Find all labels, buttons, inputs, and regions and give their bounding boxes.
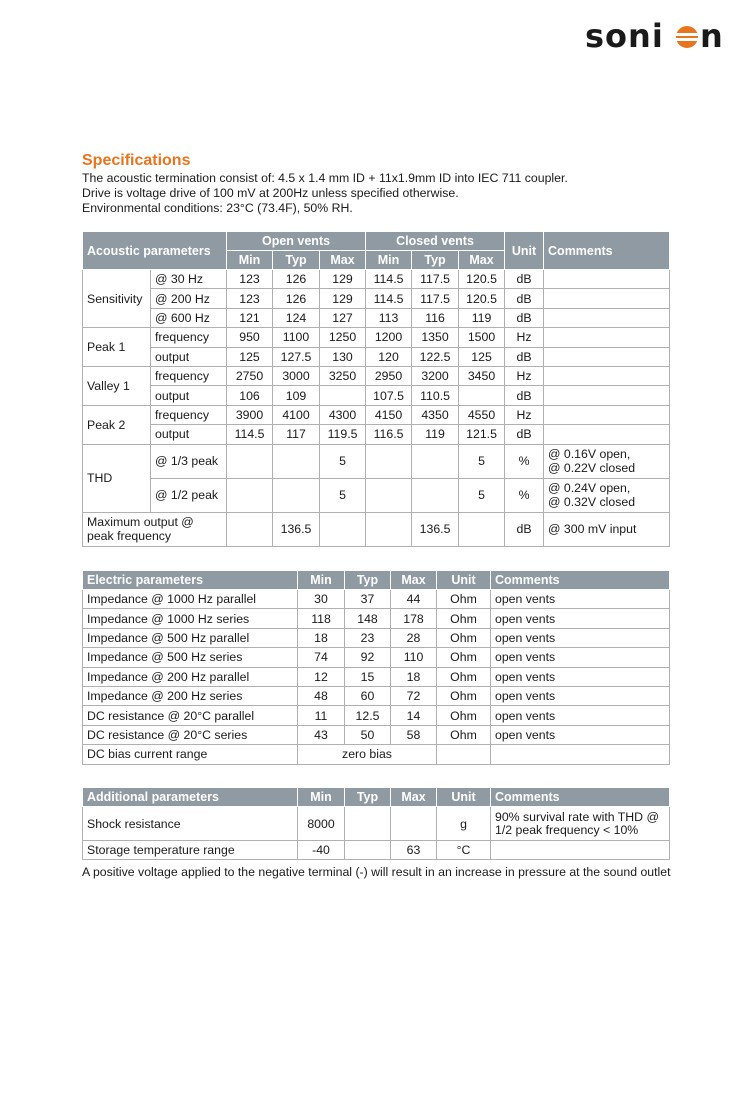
unit-cell: dB [505,386,544,405]
min-cell: 74 [298,648,345,667]
table-row [83,478,670,512]
value-cell [459,512,505,546]
value-cell: 136.5 [273,512,320,546]
comment-cell [544,386,670,405]
value-cell: 4100 [273,405,320,424]
value-cell: 126 [273,270,320,289]
value-cell: 1100 [273,328,320,347]
value-cell: 117 [273,425,320,444]
unit-cell: Hz [505,405,544,424]
table-row [83,725,670,744]
parameter-name: Impedance @ 200 Hz parallel [83,667,298,686]
sub-parameter: @ 1/3 peak [151,444,227,478]
value-cell: 114.5 [366,289,412,308]
parameter-name: DC resistance @ 20°C series [83,725,298,744]
unit-cell: Ohm [437,686,491,705]
max-cell: 63 [391,841,437,860]
electric-table-body [83,590,670,765]
unit-cell: dB [505,512,544,546]
parameter-name: Impedance @ 500 Hz series [83,648,298,667]
typ-cell: 50 [345,725,391,744]
table-row [83,706,670,725]
parameter-name: Impedance @ 200 Hz series [83,686,298,705]
comment-cell: open vents [491,609,670,628]
header-typ: Typ [345,571,391,590]
sub-parameter: frequency [151,405,227,424]
unit-cell: % [505,478,544,512]
typ-cell: 15 [345,667,391,686]
value-cell: 950 [227,328,273,347]
table-row [83,270,670,289]
header-comments: Comments [491,571,670,590]
comment-cell [544,425,670,444]
header-max: Max [391,788,437,807]
parameter-name: DC bias current range [83,745,298,764]
table-row [83,366,670,385]
group-label: THD [83,444,151,512]
typ-cell: 23 [345,628,391,647]
table-row [83,686,670,705]
typ-cell: 92 [345,648,391,667]
min-cell: 8000 [298,807,345,841]
unit-cell: Ohm [437,590,491,609]
sub-parameter: frequency [151,366,227,385]
table-row [83,347,670,366]
value-cell: 123 [227,270,273,289]
svg-text:soni: soni [585,18,664,52]
parameter-name: Shock resistance [83,807,298,841]
header-typ: Typ [273,251,320,270]
group-label: Sensitivity [83,270,151,328]
value-cell [320,512,366,546]
max-cell: 72 [391,686,437,705]
value-cell: 107.5 [366,386,412,405]
electric-parameters-table [82,570,670,765]
group-label: Peak 2 [83,405,151,444]
comment-cell [491,745,670,764]
max-cell: 44 [391,590,437,609]
sub-parameter: @ 1/2 peak [151,478,227,512]
header-max: Max [320,251,366,270]
logo-mark [585,18,730,52]
typ-cell: 60 [345,686,391,705]
typ-cell: 37 [345,590,391,609]
unit-cell: Ohm [437,706,491,725]
min-cell: 43 [298,725,345,744]
table-row [83,386,670,405]
value-cell: 127 [320,308,366,327]
max-cell: 18 [391,667,437,686]
comment-cell: open vents [491,667,670,686]
value-cell: 125 [459,347,505,366]
header-min: Min [298,571,345,590]
intro-line: Environmental conditions: 23°C (73.4F), 50% RH. [82,201,353,215]
unit-cell: dB [505,347,544,366]
max-cell: 178 [391,609,437,628]
value-cell: 119.5 [320,425,366,444]
svg-text:n: n [700,18,723,52]
value-cell: 129 [320,289,366,308]
value-cell: 126 [273,289,320,308]
comment-cell [491,841,670,860]
value-cell [227,478,273,512]
sub-parameter: output [151,347,227,366]
additional-parameters-table [82,787,670,860]
comment-cell [544,270,670,289]
table-row [83,444,670,478]
table-row [83,308,670,327]
comment-cell: open vents [491,648,670,667]
min-cell: 18 [298,628,345,647]
value-cell: 1200 [366,328,412,347]
header-max: Max [391,571,437,590]
table-row [83,590,670,609]
comment-cell: 90% survival rate with THD @ 1/2 peak frequency < 10% [491,807,670,841]
value-cell: 120.5 [459,289,505,308]
unit-cell [437,745,491,764]
additional-table-body [83,807,670,860]
value-cell: 123 [227,289,273,308]
comment-cell: @ 0.16V open, @ 0.22V closed [544,444,670,478]
header-min: Min [227,251,273,270]
value-cell: 136.5 [412,512,459,546]
table-row [83,807,670,841]
value-cell: 117.5 [412,270,459,289]
value-cell [227,512,273,546]
acoustic-table-body [83,270,670,547]
parameter-name: DC resistance @ 20°C parallel [83,706,298,725]
value-cell: 3250 [320,366,366,385]
value-cell [227,444,273,478]
sub-parameter: @ 30 Hz [151,270,227,289]
typ-cell: 12.5 [345,706,391,725]
header-unit: Unit [505,232,544,270]
header-min: Min [366,251,412,270]
value-cell: 1250 [320,328,366,347]
value-cell [366,444,412,478]
comment-cell [544,347,670,366]
comment-cell: open vents [491,706,670,725]
unit-cell: Ohm [437,725,491,744]
value-cell: 114.5 [227,425,273,444]
typ-cell: 148 [345,609,391,628]
comment-cell [544,405,670,424]
value-cell: 110.5 [412,386,459,405]
value-cell: 3200 [412,366,459,385]
sub-parameter: @ 200 Hz [151,289,227,308]
value-cell: 3000 [273,366,320,385]
value-cell: 116.5 [366,425,412,444]
unit-cell: dB [505,425,544,444]
value-cell: 106 [227,386,273,405]
table-row [83,841,670,860]
value-cell: 120 [366,347,412,366]
comment-cell: @ 300 mV input [544,512,670,546]
value-cell: 127.5 [273,347,320,366]
header-unit: Unit [437,788,491,807]
polarity-note: A positive voltage applied to the negative terminal (-) will result in an increase in pressure at the sound outlet [82,865,671,879]
header-closed-vents: Closed vents [366,232,505,251]
parameter-name: Impedance @ 1000 Hz parallel [83,590,298,609]
unit-cell: Hz [505,328,544,347]
value-cell: 1500 [459,328,505,347]
table-row [83,667,670,686]
unit-cell: % [505,444,544,478]
value-cell [366,512,412,546]
value-cell: 1350 [412,328,459,347]
unit-cell: Ohm [437,648,491,667]
comment-cell: open vents [491,590,670,609]
value-cell: 119 [459,308,505,327]
value-cell: 130 [320,347,366,366]
sub-parameter: frequency [151,328,227,347]
typ-cell [345,841,391,860]
comment-cell [544,289,670,308]
intro-line: Drive is voltage drive of 100 mV at 200Hz unless specified otherwise. [82,186,459,200]
group-label: Valley 1 [83,366,151,405]
min-cell: 30 [298,590,345,609]
table-row [83,609,670,628]
table-row [83,425,670,444]
comment-cell [544,308,670,327]
header-acoustic-parameters: Acoustic parameters [83,232,227,270]
value-cell: 122.5 [412,347,459,366]
sub-parameter: output [151,425,227,444]
unit-cell: dB [505,289,544,308]
max-cell: 28 [391,628,437,647]
value-cell [412,444,459,478]
value-cell [273,478,320,512]
min-cell: 118 [298,609,345,628]
value-cell [273,444,320,478]
value-cell [366,478,412,512]
table-row [83,328,670,347]
sub-parameter: output [151,386,227,405]
parameter-name: Impedance @ 1000 Hz series [83,609,298,628]
table-row [83,648,670,667]
max-cell: 58 [391,725,437,744]
max-cell: 14 [391,706,437,725]
min-cell: 12 [298,667,345,686]
value-cell: 109 [273,386,320,405]
value-cell: 5 [320,444,366,478]
min-cell: 48 [298,686,345,705]
comment-cell: @ 0.24V open, @ 0.32V closed [544,478,670,512]
value-cell: 117.5 [412,289,459,308]
unit-cell: dB [505,308,544,327]
value-cell: 119 [412,425,459,444]
unit-cell: Ohm [437,628,491,647]
value-cell: 5 [459,478,505,512]
table-row [83,289,670,308]
header-comments: Comments [491,788,670,807]
comment-cell: open vents [491,686,670,705]
table-row [83,405,670,424]
value-cell: 4300 [320,405,366,424]
header-min: Min [298,788,345,807]
comment-cell [544,366,670,385]
table-row [83,745,670,764]
min-cell: -40 [298,841,345,860]
header-additional-parameters: Additional parameters [83,788,298,807]
value-cell: 3900 [227,405,273,424]
unit-cell: Hz [505,366,544,385]
value-cell [412,478,459,512]
value-cell: 5 [459,444,505,478]
value-cell: 121.5 [459,425,505,444]
comment-cell [544,328,670,347]
header-open-vents: Open vents [227,232,366,251]
value-cell: 121 [227,308,273,327]
header-unit: Unit [437,571,491,590]
value-cell: 5 [320,478,366,512]
max-cell [391,807,437,841]
intro-text [82,171,568,216]
max-cell: 110 [391,648,437,667]
value-cell [459,386,505,405]
parameter-name: Storage temperature range [83,841,298,860]
value-cell: 129 [320,270,366,289]
unit-cell: Ohm [437,667,491,686]
typ-cell [345,807,391,841]
comment-cell: open vents [491,628,670,647]
value-cell: 2750 [227,366,273,385]
header-typ: Typ [412,251,459,270]
min-cell: 11 [298,706,345,725]
table-row [83,512,670,546]
table-row [83,628,670,647]
unit-cell: °C [437,841,491,860]
value-cell: 4150 [366,405,412,424]
value-cell [320,386,366,405]
sonion-logo [585,18,730,52]
header-typ: Typ [345,788,391,807]
unit-cell: dB [505,270,544,289]
value-cell: 4550 [459,405,505,424]
unit-cell: Ohm [437,609,491,628]
unit-cell: g [437,807,491,841]
bias-value: zero bias [298,745,437,764]
header-comments: Comments [544,232,670,270]
parameter-name: Impedance @ 500 Hz parallel [83,628,298,647]
sub-parameter: @ 600 Hz [151,308,227,327]
value-cell: 4350 [412,405,459,424]
header-electric-parameters: Electric parameters [83,571,298,590]
group-label: Peak 1 [83,328,151,367]
max-output-label: Maximum output @ peak frequency [83,512,227,546]
value-cell: 116 [412,308,459,327]
value-cell: 125 [227,347,273,366]
value-cell: 120.5 [459,270,505,289]
value-cell: 3450 [459,366,505,385]
comment-cell: open vents [491,725,670,744]
section-title: Specifications [82,152,191,169]
acoustic-parameters-table [82,231,670,547]
value-cell: 114.5 [366,270,412,289]
value-cell: 2950 [366,366,412,385]
value-cell: 124 [273,308,320,327]
value-cell: 113 [366,308,412,327]
header-max: Max [459,251,505,270]
intro-line: The acoustic termination consist of: 4.5 x 1.4 mm ID + 11x1.9mm ID into IEC 711 coupler. [82,171,568,185]
